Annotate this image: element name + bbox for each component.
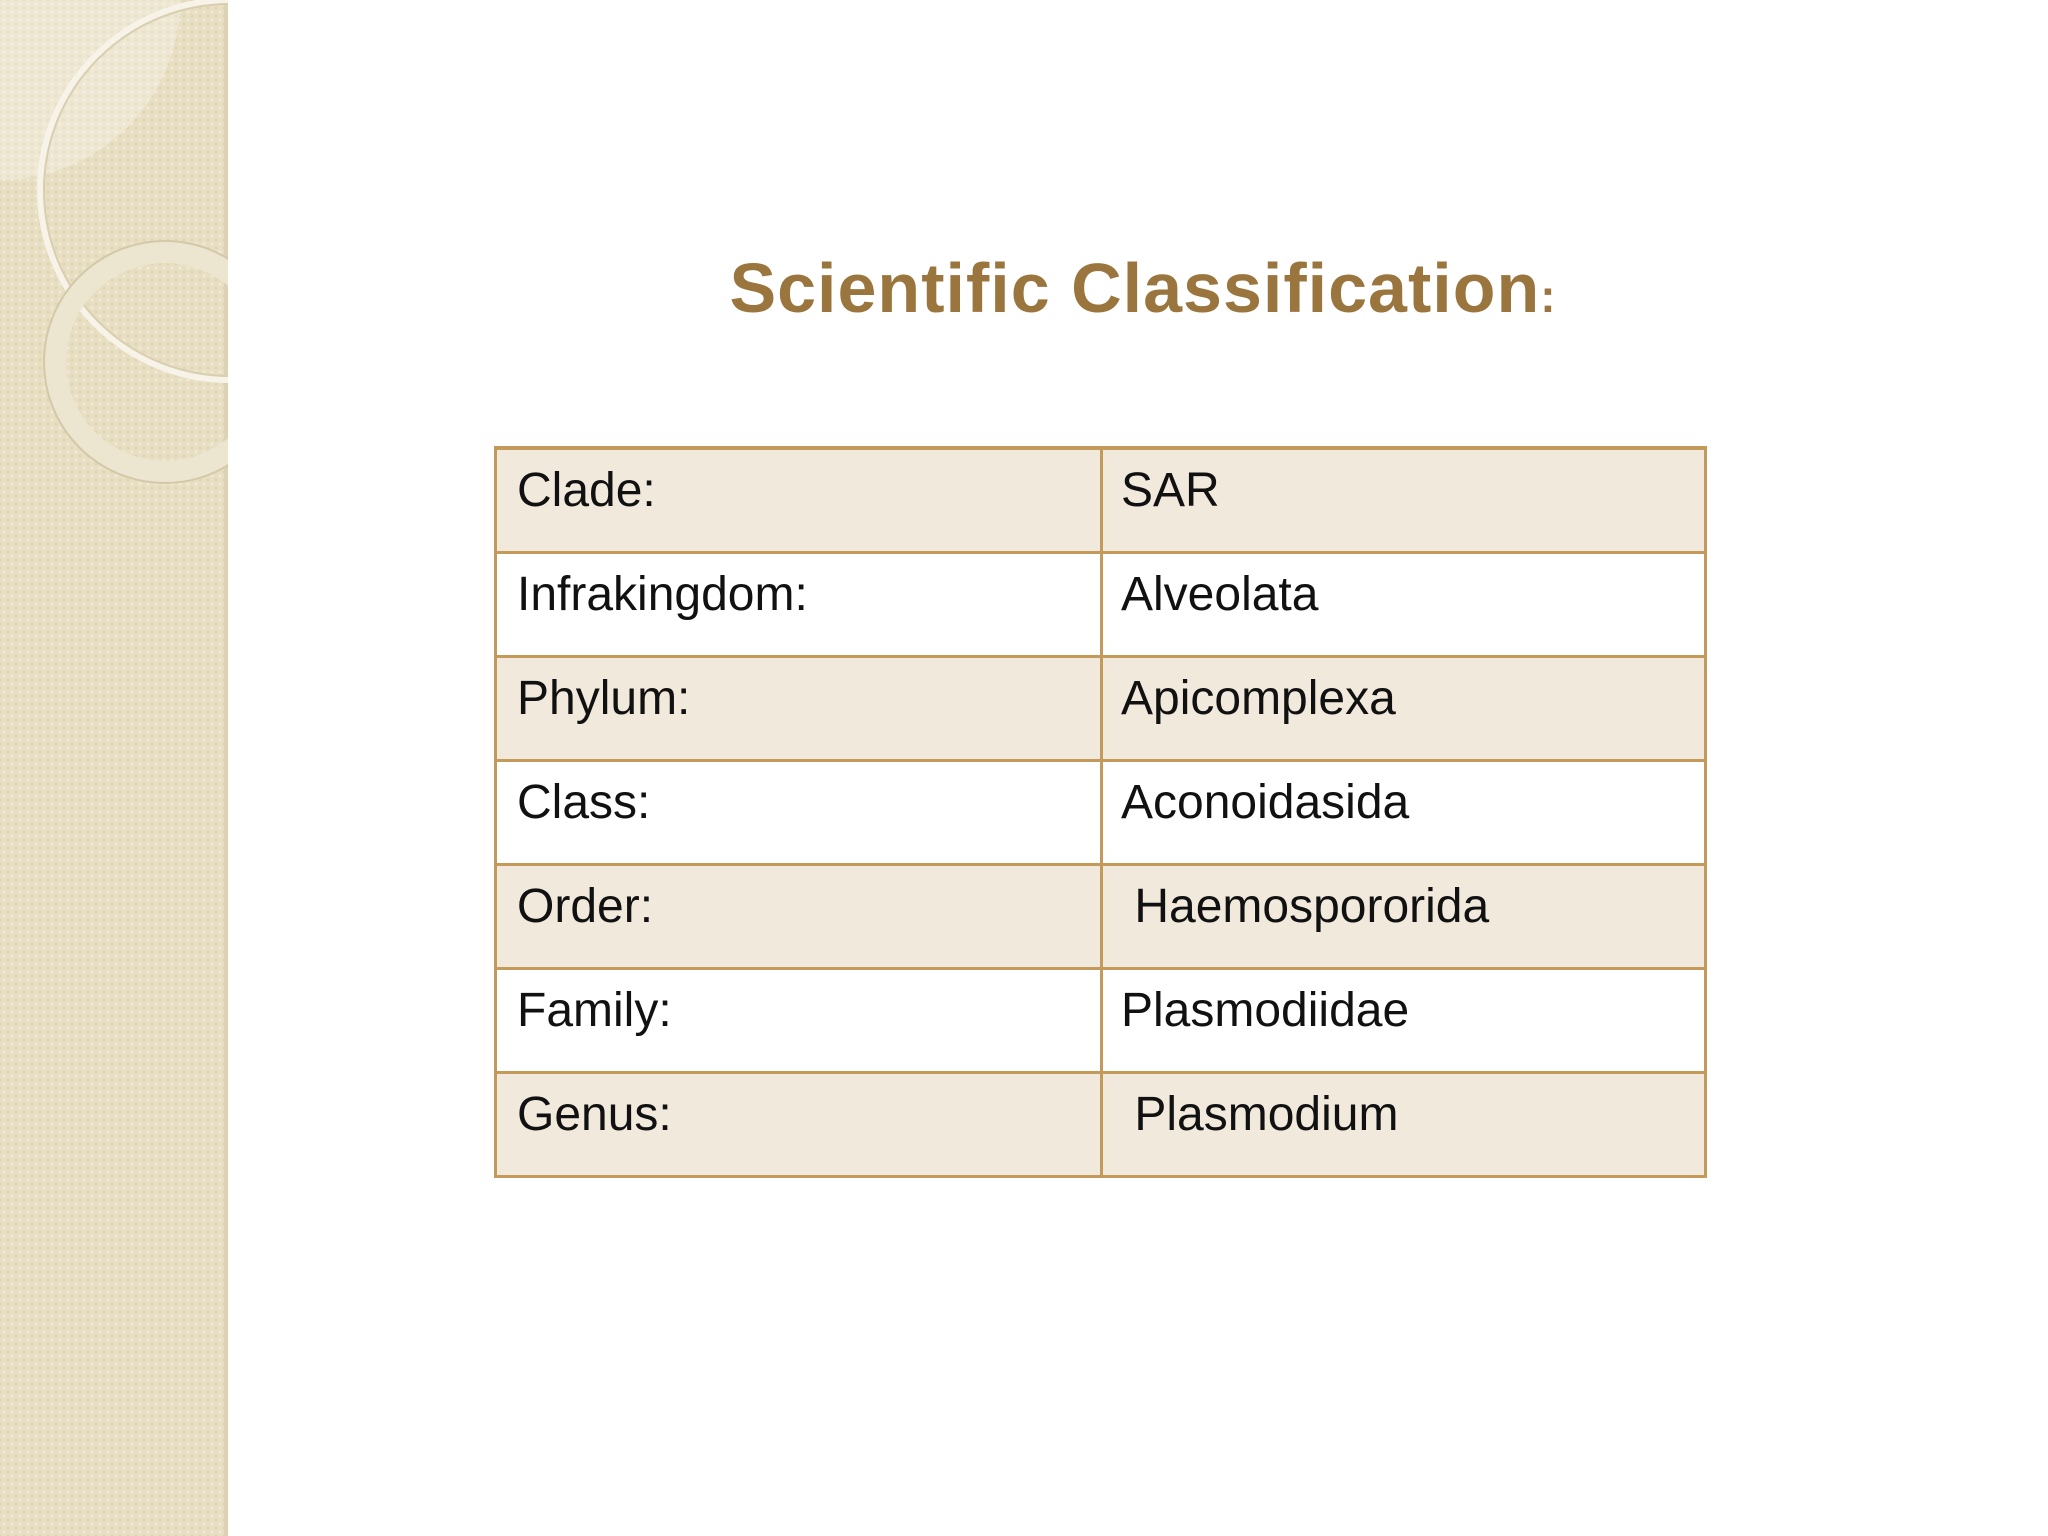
table-row: [496, 657, 1706, 761]
small-ring-outline: [44, 241, 228, 483]
classification-table: [494, 446, 1707, 1178]
rank-label: Genus:: [496, 1073, 1102, 1177]
rank-value: Plasmodium: [1102, 1073, 1706, 1177]
rank-value: Haemospororida: [1102, 865, 1706, 969]
rank-value: SAR: [1102, 448, 1706, 553]
rank-label: Phylum:: [496, 657, 1102, 761]
table-row: [496, 448, 1706, 553]
rank-label: Infrakingdom:: [496, 553, 1102, 657]
rank-label: Class:: [496, 761, 1102, 865]
slide-title: [228, 248, 2048, 328]
classification-rows: [496, 448, 1706, 1177]
small-ring: [55, 252, 228, 472]
ring-highlight: [0, 0, 180, 180]
rank-label: Clade:: [496, 448, 1102, 553]
rank-label: Order:: [496, 865, 1102, 969]
table-row: [496, 865, 1706, 969]
rank-value: Apicomplexa: [1102, 657, 1706, 761]
table-row: [496, 969, 1706, 1073]
title-text: Scientific Classification: [729, 249, 1541, 327]
table-row: [496, 1073, 1706, 1177]
rank-label: Family:: [496, 969, 1102, 1073]
rank-value: Alveolata: [1102, 553, 1706, 657]
decorative-rings: [0, 0, 228, 520]
title-colon: :: [1540, 270, 1557, 322]
table-row: [496, 761, 1706, 865]
rank-value: Plasmodiidae: [1102, 969, 1706, 1073]
table-row: [496, 553, 1706, 657]
rank-value: Aconoidasida: [1102, 761, 1706, 865]
